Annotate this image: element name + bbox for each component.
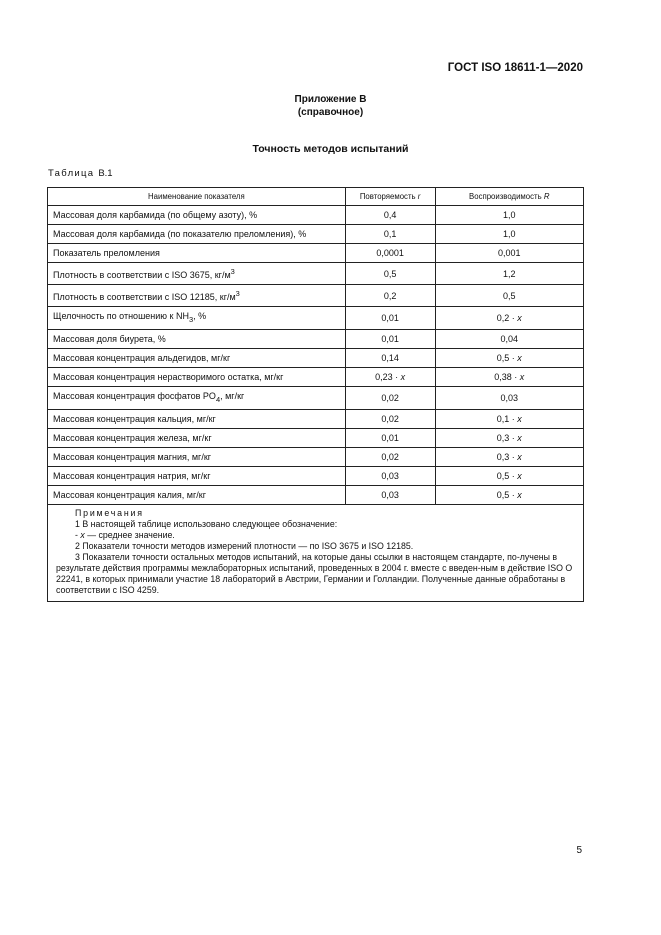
row-reproducibility-value: 0,38 · <box>494 371 520 382</box>
row-reproducibility-x: x <box>517 312 522 323</box>
row-reproducibility <box>435 348 583 367</box>
table-row <box>48 466 584 485</box>
annex-heading <box>0 93 661 119</box>
table-row <box>48 409 584 428</box>
row-name <box>48 263 346 285</box>
row-name: Массовая концентрация калия, мг/кг <box>48 485 346 504</box>
row-repeatability: 0,01 <box>345 428 435 447</box>
note-1-dash: - <box>75 529 81 540</box>
table-row <box>48 428 584 447</box>
row-reproducibility-x: x <box>517 451 522 462</box>
note-1: 1 В настоящей таблице использовано следующее обозначение: <box>75 518 338 529</box>
row-reproducibility-x: x <box>517 470 522 481</box>
table-caption-number: В.1 <box>98 168 113 179</box>
row-reproducibility-x: x <box>517 489 522 500</box>
table-row <box>48 244 584 263</box>
row-name-text: Плотность в соответствии с ISO 3675, кг/м <box>53 270 231 280</box>
row-repeatability-value: 0,23 · <box>375 371 401 382</box>
note-3: 3 Показатели точности остальных методов испытаний, на которые даны ссылки в настоящем стандарте, по-лучены в результате действия программы межлабораторных испытаний, проведенных в 2004 г. вместе с введен-ным в действие ISO O 22241, в которых принимали участие 18 лабораторий в Австрии, Германии и Голландии. Полученные данные обработаны в соответствии с ISO 4259. <box>56 551 573 595</box>
table-row <box>48 206 584 225</box>
row-reproducibility-x: x <box>517 413 522 424</box>
table-notes <box>48 504 584 601</box>
row-name-subscript: 4 <box>215 394 221 404</box>
page-number: 5 <box>576 845 582 856</box>
row-reproducibility-value: 0,1 · <box>496 413 518 424</box>
row-reproducibility-value: 0,3 · <box>496 451 518 462</box>
row-reproducibility-value: 0,2 · <box>496 312 518 323</box>
table-row <box>48 348 584 367</box>
row-repeatability: 0,1 <box>345 225 435 244</box>
header-indicator: Наименование показателя <box>48 188 346 206</box>
table-row <box>48 285 584 307</box>
row-repeatability: 0,01 <box>345 329 435 348</box>
row-name-text: Щелочность по отношению к NH <box>53 311 189 321</box>
header-repeatability-symbol: r <box>417 192 421 201</box>
header-reproducibility <box>435 188 583 206</box>
row-repeatability: 0,02 <box>345 409 435 428</box>
row-repeatability: 0,0001 <box>345 244 435 263</box>
row-reproducibility: 1,0 <box>435 225 583 244</box>
row-name-superscript: 3 <box>230 267 235 276</box>
row-name: Массовая доля карбамида (по показателю преломления), % <box>48 225 346 244</box>
row-repeatability: 0,03 <box>345 485 435 504</box>
row-name: Массовая концентрация кальция, мг/кг <box>48 409 346 428</box>
row-repeatability: 0,02 <box>345 386 435 409</box>
row-repeatability-x: x <box>400 371 406 382</box>
row-name-text: Массовая концентрация фосфатов PO <box>53 390 216 401</box>
row-name: Массовая концентрация натрия, мг/кг <box>48 466 346 485</box>
row-reproducibility-x: x <box>517 432 522 443</box>
table-caption <box>48 168 113 179</box>
header-reproducibility-label: Воспроизводимость <box>469 192 544 201</box>
row-name: Показатель преломления <box>48 244 346 263</box>
row-name <box>48 307 346 330</box>
row-repeatability <box>345 367 435 386</box>
row-reproducibility: 0,04 <box>435 329 583 348</box>
row-name-subscript: 3 <box>188 314 194 324</box>
table-row <box>48 485 584 504</box>
note-1-definition <box>56 530 573 541</box>
row-name: Массовая концентрация магния, мг/кг <box>48 447 346 466</box>
note-1-meaning: — среднее значение. <box>84 529 175 540</box>
header-repeatability-label: Повторяемость <box>359 192 418 201</box>
table-row <box>48 263 584 285</box>
row-repeatability: 0,03 <box>345 466 435 485</box>
row-repeatability: 0,02 <box>345 447 435 466</box>
row-reproducibility: 0,03 <box>435 386 583 409</box>
table-row <box>48 447 584 466</box>
row-name-tail: , % <box>193 311 207 321</box>
row-name: Массовая концентрация нерастворимого остатка, мг/кг <box>48 367 346 386</box>
table-header-row <box>48 188 584 206</box>
header-repeatability <box>345 188 435 206</box>
table-row <box>48 367 584 386</box>
row-name: Массовая доля биурета, % <box>48 329 346 348</box>
row-reproducibility <box>435 307 583 330</box>
document-header: ГОСТ ISO 18611-1—2020 <box>447 62 583 74</box>
note-2: 2 Показатели точности методов измерений плотности — по ISO 3675 и ISO 12185. <box>75 540 414 551</box>
row-repeatability: 0,5 <box>345 263 435 285</box>
row-reproducibility: 0,001 <box>435 244 583 263</box>
table-row <box>48 386 584 409</box>
table-caption-label: Таблица <box>48 168 95 179</box>
row-name: Массовая концентрация железа, мг/кг <box>48 428 346 447</box>
row-repeatability: 0,14 <box>345 348 435 367</box>
row-repeatability: 0,4 <box>345 206 435 225</box>
row-repeatability: 0,01 <box>345 307 435 330</box>
table-row <box>48 225 584 244</box>
row-reproducibility-x: x <box>519 371 525 382</box>
row-name-tail: , мг/кг <box>220 390 245 401</box>
annex-subtitle: (справочное) <box>297 107 364 118</box>
row-reproducibility: 0,5 <box>435 285 583 307</box>
row-reproducibility: 1,2 <box>435 263 583 285</box>
row-reproducibility-value: 0,5 · <box>496 489 518 500</box>
row-reproducibility <box>435 428 583 447</box>
row-name: Массовая доля карбамида (по общему азоту), % <box>48 206 346 225</box>
row-reproducibility-x: x <box>517 352 522 363</box>
row-reproducibility <box>435 466 583 485</box>
row-repeatability: 0,2 <box>345 285 435 307</box>
table-row <box>48 329 584 348</box>
row-name <box>48 386 346 409</box>
annex-title: Приложение В <box>294 94 367 105</box>
notes-row <box>48 504 584 601</box>
row-reproducibility <box>435 447 583 466</box>
row-reproducibility-value: 0,5 · <box>496 352 518 363</box>
row-name-text: Плотность в соответствии с ISO 12185, кг/м <box>53 292 236 302</box>
notes-title: Примечания <box>75 507 144 518</box>
table-row <box>48 307 584 330</box>
row-reproducibility-value: 0,5 · <box>496 470 518 481</box>
row-reproducibility <box>435 367 583 386</box>
row-reproducibility <box>435 485 583 504</box>
row-name-superscript: 3 <box>235 289 240 298</box>
precision-table <box>47 187 584 602</box>
header-reproducibility-symbol: R <box>543 192 550 201</box>
row-reproducibility <box>435 409 583 428</box>
row-name <box>48 285 346 307</box>
row-name: Массовая концентрация альдегидов, мг/кг <box>48 348 346 367</box>
row-reproducibility-value: 0,3 · <box>496 432 518 443</box>
row-reproducibility: 1,0 <box>435 206 583 225</box>
section-title: Точность методов испытаний <box>252 143 409 155</box>
note-1-symbol: x <box>80 529 85 540</box>
